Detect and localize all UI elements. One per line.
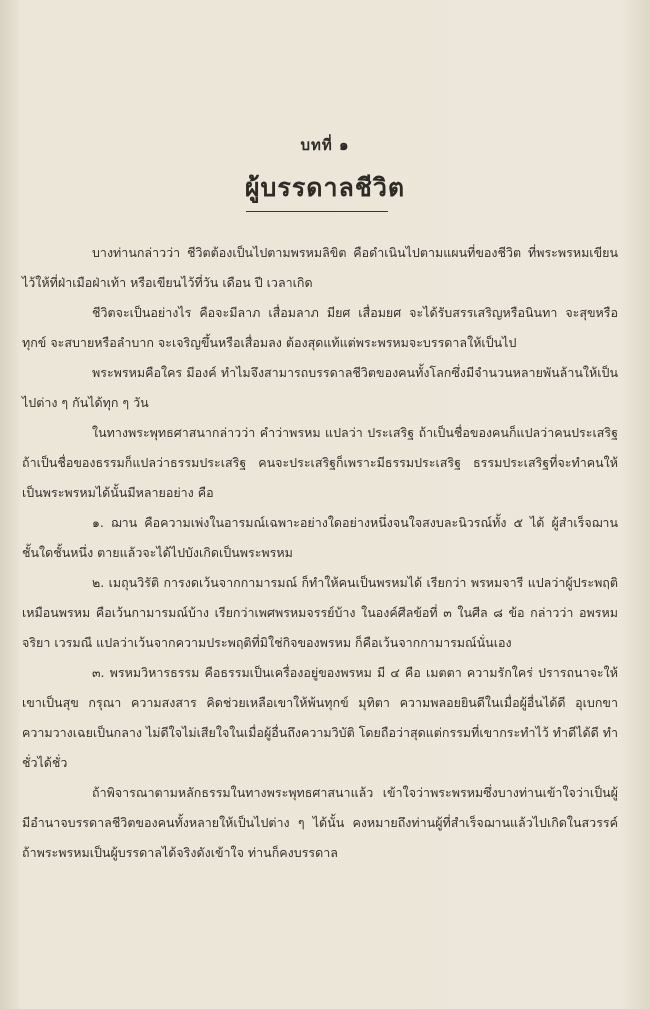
paragraph-conclusion: ถ้าพิจารณาตามหลักธรรมในทางพระพุทธศาสนาแล้ว เข้าใจว่าพระพรหมซึ่งบางท่านเข้าใจว่าเป็นผู้มีอำนาจบรรดาลชีวิตของคนทั้งหลายให้เป็นไปต่าง ๆ ได้นั้น คงหมายถึงท่านผู้ที่สำเร็จฌานแล้วไปเกิดในสวรรค์ ถ้าพระพรหมเป็นผู้บรรดาลได้จริงดังเข้าใจ ท่านก็คงบรรดาล [22,785,618,860]
list-item-jhana: ๑. ฌาน คือความเพ่งในอารมณ์เฉพาะอย่างใดอย่างหนึ่งจนใจสงบละนิวรณ์ทั้ง ๕ ได้ ผู้สำเร็จฌานชั้นใดชั้นหนึ่ง ตายแล้วจะได้ไปบังเกิดเป็นพระพรหม [22,515,618,560]
paragraph-fortune: ชีวิตจะเป็นอย่างไร คือจะมีลาภ เสื่อมลาภ มียศ เสื่อมยศ จะได้รับสรรเสริญหรือนินทา จะสุขหรือทุกข์ จะสบายหรือลำบาก จะเจริญขึ้นหรือเสื่อมลง ต้องสุดแท้แต่พระพรหมจะบรรดาลให้เป็นไป [22,305,618,350]
paragraph-intro: บางท่านกล่าวว่า ชีวิตต้องเป็นไปตามพรหมลิขิต คือดำเนินไปตามแผนที่ของชีวิต ที่พระพรหมเขียนไว้ให้ที่ฝ่าเมือฝ่าเท้า หรือเขียนไว้ที่วัน เดือน ปี เวลาเกิด [22,245,618,290]
title-underline [246,211,388,212]
list-item-celibacy: ๒. เมถุนวิรัติ การงดเว้นจากกามารมณ์ ก็ทำให้คนเป็นพรหมได้ เรียกว่า พรหมจารี แปลว่าผู้ประพฤติเหมือนพรหม คือเว้นกามารมณ์บ้าง เรียกว่าเพศพรหมจรรย์บ้าง ในองค์ศีลข้อที่ ๓ ในศีล ๘ ข้อ กล่าวว่า อพรหมจริยา เวรมณี แปลว่าเว้นจากความประพฤติที่มิใช่กิจของพรหม ก็คือเว้นจากกามารมณ์นั่นเอง [22,575,618,650]
chapter-number: บทที่ ๑ [300,136,350,154]
chapter-body [22,238,618,868]
paragraph-who-is-brahma: พระพรหมคือใคร มีองค์ ทำไมจึงสามารถบรรดาลชีวิตของคนทั้งโลกซึ่งมีจำนวนหลายพันล้านให้เป็นไปต่าง ๆ กันได้ทุก ๆ วัน [22,365,618,410]
list-item-brahmavihara: ๓. พรหมวิหารธรรม คือธรรมเป็นเครื่องอยู่ของพรหม มี ๔ คือ เมตตา ความรักใคร่ ปรารถนาจะให้เขาเป็นสุข กรุณา ความสงสาร คิดช่วยเหลือเขาให้พ้นทุกข์ มุทิตา ความพลอยยินดีในเมื่อผู้อื่นได้ดี อุเบกขา ความวางเฉยเป็นกลาง ไม่ดีใจไม่เสียใจในเมื่อผู้อื่นถึงความวิบัติ โดยถือว่าสุดแต่กรรมที่เขากระทำไว้ ทำดีได้ดี ทำชั่วได้ชั่ว [22,665,618,770]
chapter-title: ผู้บรรดาลชีวิต [244,173,406,202]
paragraph-buddhist-view: ในทางพระพุทธศาสนากล่าวว่า คำว่าพรหม แปลว่า ประเสริฐ ถ้าเป็นชื่อของคนก็แปลว่าคนประเสริฐ ถ้าเป็นชื่อของธรรมก็แปลว่าธรรมประเสริฐ คนจะประเสริฐก็เพราะมีธรรมประเสริฐ ธรรมประเสริฐที่จะทำคนให้เป็นพระพรหมได้นั้นมีหลายอย่าง คือ [22,425,618,500]
